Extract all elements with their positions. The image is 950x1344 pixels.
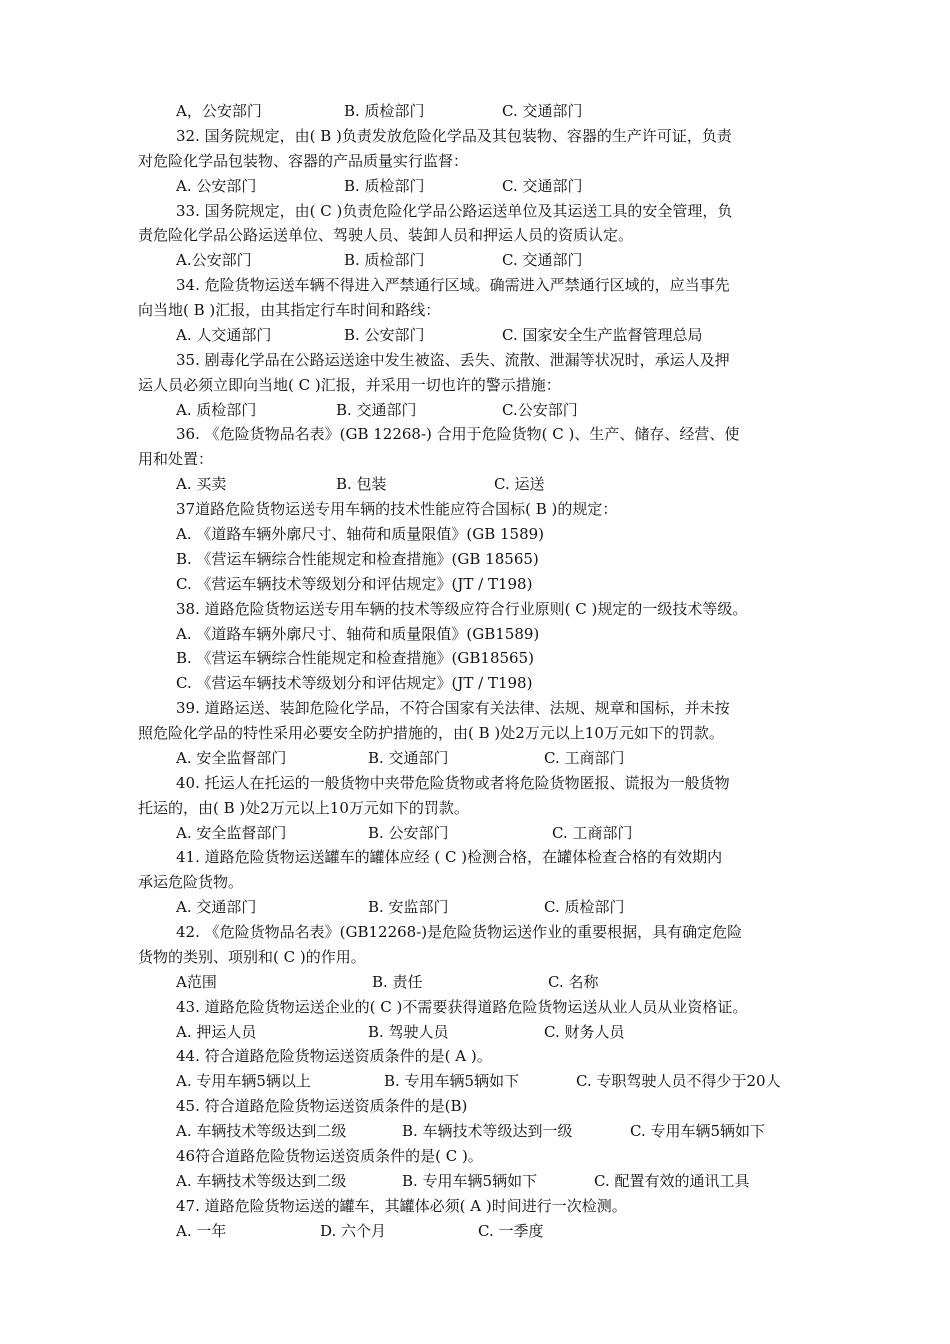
answer-option: A.公安部门: [176, 251, 252, 270]
question-line: A. 《道路车辆外廓尺寸、轴荷和质量限值》(GB1589): [176, 624, 540, 643]
question-continuation-line: 运人员必须立即向当地( C )汇报，并采用一切也许的警示措施：: [138, 375, 561, 394]
answer-options-row: [176, 1169, 816, 1194]
answer-option: A. 一年: [176, 1221, 227, 1240]
answer-option: C. 交通部门: [502, 102, 583, 120]
answer-option: A. 安全监督部门: [176, 748, 287, 767]
answer-option: B. 驾驶人员: [368, 1022, 449, 1041]
question-line: 44. 符合道路危险货物运送资质条件的是( A )。: [176, 1047, 492, 1066]
question-line: C. 《营运车辆技术等级划分和评估规定》(JT / T198): [176, 674, 533, 693]
answer-option: C.公安部门: [502, 400, 578, 419]
answer-option: B. 质检部门: [344, 251, 425, 270]
answer-option: C. 交通部门: [502, 251, 583, 270]
question-line: 33. 国务院规定，由( C )负责危险化学品公路运送单位及其运送工具的安全管理，负: [176, 201, 733, 220]
answer-option: B. 交通部门: [336, 400, 417, 419]
question-continuation-line: 承运危险货物。: [138, 873, 244, 892]
answer-option: C. 财务人员: [544, 1022, 625, 1041]
answer-option: A. 车辆技术等级达到二级: [176, 1171, 347, 1190]
answer-option: C. 运送: [494, 475, 545, 494]
answer-option: B. 质检部门: [344, 176, 425, 195]
answer-option: A. 押运人员: [176, 1022, 257, 1041]
answer-option: B. 交通部门: [368, 748, 449, 767]
answer-options-row: [176, 323, 816, 348]
question-continuation-line: 照危险化学品的特性采用必要安全防护措施的，由( B )处2万元以上10万元如下的罚款。: [138, 724, 724, 742]
question-line: 32. 国务院规定，由( B )负责发放危险化学品及其包装物、容器的生产许可证，负责: [176, 126, 732, 145]
question-line: 42. 《危险货物品名表》(GB12268-)是危险货物运送作业的重要根据，具有确定危险: [176, 923, 743, 941]
answer-options-row: [176, 99, 816, 124]
answer-options-row: [176, 895, 816, 920]
answer-option: A. 车辆技术等级达到二级: [176, 1122, 347, 1141]
answer-option: A. 专用车辆5辆以上: [176, 1072, 311, 1091]
question-continuation-line: 向当地( B )汇报，由其指定行车时间和路线：: [138, 301, 441, 319]
question-line: 46符合道路危险货物运送资质条件的是( C )。: [176, 1147, 483, 1165]
answer-option: C. 工商部门: [552, 823, 633, 842]
question-continuation-line: 责危险化学品公路运送单位、驾驶人员、装卸人员和押运人员的资质认定。: [138, 226, 634, 245]
answer-option: C. 专用车辆5辆如下: [630, 1122, 766, 1141]
answer-options-row: [176, 1069, 816, 1094]
answer-options-row: [176, 472, 816, 497]
answer-option: A. 安全监督部门: [176, 823, 287, 842]
answer-options-row: [176, 746, 816, 771]
answer-option: A. 交通部门: [176, 898, 257, 917]
answer-option: A. 公安部门: [176, 176, 257, 195]
answer-option: B. 安监部门: [368, 898, 449, 917]
question-continuation-line: 用和处置：: [138, 450, 214, 469]
answer-option: C. 质检部门: [544, 898, 625, 917]
question-continuation-line: 货物的类别、项别和( C )的作用。: [138, 947, 366, 966]
answer-option: C. 交通部门: [502, 176, 583, 195]
question-line: 39. 道路运送、装卸危险化学品，不符合国家有关法律、法规、规章和国标，并未按: [176, 699, 730, 718]
question-line: 40. 托运人在托运的一般货物中夹带危险货物或者将危险货物匿报、谎报为一般货物: [176, 773, 730, 792]
question-line: 34. 危险货物运送车辆不得进入严禁通行区域。确需进入严禁通行区域的，应当事先: [176, 276, 730, 295]
question-line: 35. 剧毒化学品在公路运送途中发生被盗、丢失、流散、泄漏等状况时，承运人及押: [176, 350, 730, 369]
answer-option: B. 包装: [336, 475, 387, 494]
answer-option: A. 买卖: [176, 475, 227, 494]
answer-option: B. 车辆技术等级达到一级: [402, 1122, 573, 1141]
question-line: B. 《营运车辆综合性能规定和检查措施》(GB 18565): [176, 549, 539, 568]
answer-option: A范围: [176, 972, 217, 991]
question-line: B. 《营运车辆综合性能规定和检查措施》(GB18565): [176, 649, 534, 668]
answer-option: C. 专职驾驶人员不得少于20人: [576, 1072, 781, 1091]
answer-option: C. 配置有效的通讯工具: [594, 1171, 750, 1190]
answer-option: B. 公安部门: [344, 325, 425, 344]
answer-options-row: [176, 1020, 816, 1045]
question-continuation-line: 托运的，由( B )处2万元以上10万元如下的罚款。: [138, 798, 469, 817]
answer-option: B. 质检部门: [344, 102, 425, 120]
answer-option: A. 人交通部门: [176, 325, 272, 344]
answer-options-row: [176, 248, 816, 273]
answer-options-row: [176, 970, 816, 995]
answer-option: A. 质检部门: [176, 400, 257, 419]
question-line: 41. 道路危险货物运送罐车的罐体应经 ( C )检测合格，在罐体检查合格的有效期内: [176, 848, 723, 867]
question-line: C. 《营运车辆技术等级划分和评估规定》(JT / T198): [176, 574, 533, 593]
question-line: 36. 《危险货物品名表》(GB 12268-) 合用于危险货物( C )、生产、储存、经营、使: [176, 425, 740, 444]
answer-option: B. 公安部门: [368, 823, 449, 842]
answer-option: C. 一季度: [478, 1221, 544, 1240]
answer-options-row: [176, 821, 816, 846]
question-line: 37道路危险货物运送专用车辆的技术性能应符合国标( B )的规定：: [176, 500, 618, 519]
answer-options-row: [176, 174, 816, 199]
question-line: 38. 道路危险货物运送专用车辆的技术等级应符合行业原则( C )规定的一级技术等级。: [176, 599, 748, 618]
answer-option: A，公安部门: [176, 102, 262, 120]
answer-options-row: [176, 398, 816, 423]
question-line: 47. 道路危险货物运送的罐车，其罐体必须( A )时间进行一次检测。: [176, 1196, 627, 1215]
answer-options-row: [176, 1219, 816, 1244]
answer-option: C. 工商部门: [544, 748, 625, 767]
answer-option: C. 国家安全生产监督管理总局: [502, 325, 703, 344]
question-line: 43. 道路危险货物运送企业的( C )不需要获得道路危险货物运送从业人员从业资格证。: [176, 997, 748, 1016]
question-line: 45. 符合道路危险货物运送资质条件的是(B): [176, 1097, 468, 1116]
answer-options-row: [176, 1119, 816, 1144]
answer-option: B. 责任: [372, 972, 423, 991]
answer-option: D. 六个月: [320, 1221, 387, 1240]
answer-option: B. 专用车辆5辆如下: [384, 1072, 520, 1091]
question-line: A. 《道路车辆外廓尺寸、轴荷和质量限值》(GB 1589): [176, 525, 545, 543]
question-continuation-line: 对危险化学品包装物、容器的产品质量实行监督：: [138, 151, 469, 170]
answer-option: C. 名称: [548, 972, 599, 991]
answer-option: B. 专用车辆5辆如下: [402, 1171, 538, 1190]
